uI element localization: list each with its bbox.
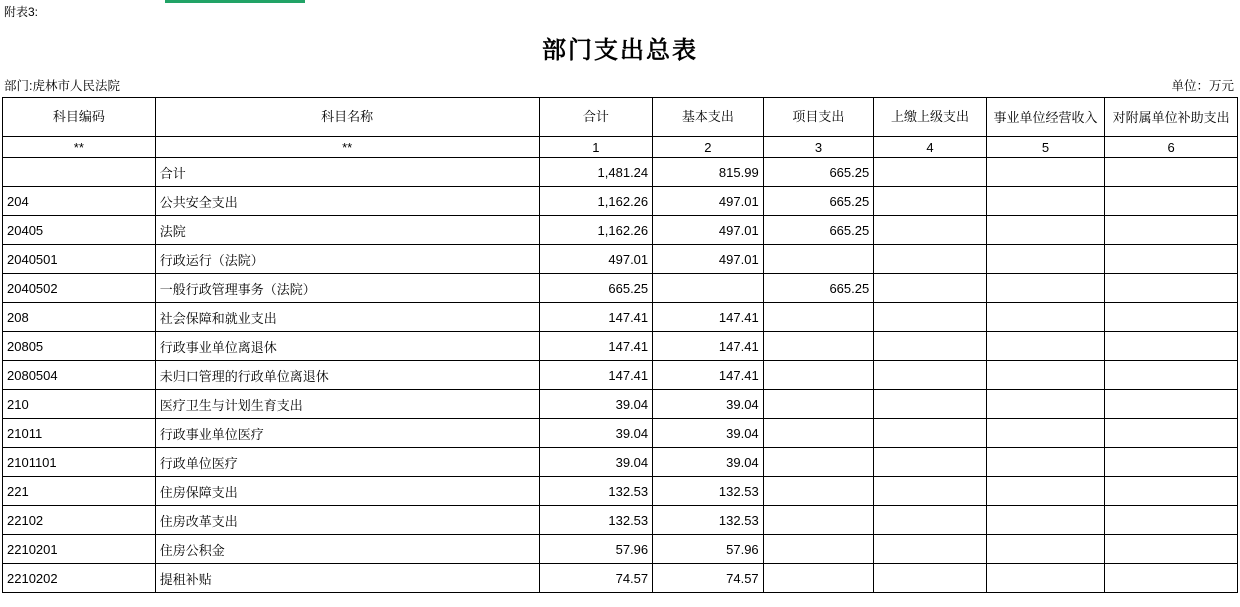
- header-cell-code: 科目编码: [3, 98, 156, 137]
- cell-subject-code: 20405: [3, 216, 156, 245]
- cell-subject-code: 2210201: [3, 535, 156, 564]
- cell-project-expenditure: [763, 419, 874, 448]
- cell-subsidy-expenditure: [1105, 448, 1238, 477]
- cell-basic-expenditure: 497.01: [653, 245, 764, 274]
- cell-business-income: [986, 506, 1105, 535]
- cell-total: 665.25: [539, 274, 653, 303]
- cell-upper-level-expenditure: [874, 535, 987, 564]
- cell-business-income: [986, 332, 1105, 361]
- cell-subsidy-expenditure: [1105, 187, 1238, 216]
- cell-upper-level-expenditure: [874, 332, 987, 361]
- cell-upper-level-expenditure: [874, 419, 987, 448]
- cell-basic-expenditure: 39.04: [653, 390, 764, 419]
- cell-subject-code: 204: [3, 187, 156, 216]
- cell-total: 39.04: [539, 390, 653, 419]
- cell-upper-level-expenditure: [874, 245, 987, 274]
- colnum-name: **: [155, 137, 539, 158]
- header-cell-name: 科目名称: [155, 98, 539, 137]
- cell-project-expenditure: [763, 477, 874, 506]
- header-cell-upper: 上缴上级支出: [874, 98, 987, 137]
- department-label: 部门:虎林市人民法院: [4, 79, 120, 93]
- cell-project-expenditure: 665.25: [763, 216, 874, 245]
- cell-total: 74.57: [539, 564, 653, 593]
- cell-business-income: [986, 187, 1105, 216]
- table-row: [3, 361, 1238, 390]
- table-row: [3, 216, 1238, 245]
- cell-business-income: [986, 535, 1105, 564]
- colnum-project: 3: [763, 137, 874, 158]
- cell-project-expenditure: [763, 332, 874, 361]
- colnum-total: 1: [539, 137, 653, 158]
- cell-upper-level-expenditure: [874, 303, 987, 332]
- cell-total: 39.04: [539, 448, 653, 477]
- cell-upper-level-expenditure: [874, 361, 987, 390]
- cell-basic-expenditure: 147.41: [653, 303, 764, 332]
- table-row: [3, 332, 1238, 361]
- cell-subject-name: 医疗卫生与计划生育支出: [155, 390, 539, 419]
- cell-basic-expenditure: 497.01: [653, 187, 764, 216]
- cell-total: 147.41: [539, 332, 653, 361]
- cell-business-income: [986, 158, 1105, 187]
- cell-total: 497.01: [539, 245, 653, 274]
- cell-subject-name: 合计: [155, 158, 539, 187]
- cell-business-income: [986, 216, 1105, 245]
- cell-business-income: [986, 477, 1105, 506]
- header-cell-total: 合计: [539, 98, 653, 137]
- cell-subject-name: 住房公积金: [155, 535, 539, 564]
- cell-total: 1,481.24: [539, 158, 653, 187]
- table-row: [3, 274, 1238, 303]
- table-row: [3, 158, 1238, 187]
- cell-upper-level-expenditure: [874, 564, 987, 593]
- cell-subject-code: 2101101: [3, 448, 156, 477]
- cell-basic-expenditure: 74.57: [653, 564, 764, 593]
- cell-subsidy-expenditure: [1105, 245, 1238, 274]
- cell-total: 1,162.26: [539, 187, 653, 216]
- expenditure-table: [2, 97, 1238, 593]
- cell-project-expenditure: [763, 245, 874, 274]
- cell-basic-expenditure: 132.53: [653, 477, 764, 506]
- cell-project-expenditure: 665.25: [763, 158, 874, 187]
- cell-subsidy-expenditure: [1105, 303, 1238, 332]
- cell-upper-level-expenditure: [874, 187, 987, 216]
- cell-subject-code: 22102: [3, 506, 156, 535]
- cell-subsidy-expenditure: [1105, 390, 1238, 419]
- cell-upper-level-expenditure: [874, 158, 987, 187]
- cell-business-income: [986, 448, 1105, 477]
- table-row: [3, 303, 1238, 332]
- cell-subsidy-expenditure: [1105, 216, 1238, 245]
- table-row: [3, 448, 1238, 477]
- cell-subject-code: 208: [3, 303, 156, 332]
- cell-business-income: [986, 303, 1105, 332]
- cell-project-expenditure: [763, 390, 874, 419]
- cell-business-income: [986, 274, 1105, 303]
- cell-subject-code: 2040502: [3, 274, 156, 303]
- cell-subject-name: 行政单位医疗: [155, 448, 539, 477]
- cell-basic-expenditure: 39.04: [653, 448, 764, 477]
- cell-subject-code: 221: [3, 477, 156, 506]
- cell-project-expenditure: 665.25: [763, 274, 874, 303]
- cell-total: 39.04: [539, 419, 653, 448]
- cell-project-expenditure: [763, 448, 874, 477]
- header-cell-basic: 基本支出: [653, 98, 764, 137]
- cell-upper-level-expenditure: [874, 448, 987, 477]
- cell-total: 147.41: [539, 361, 653, 390]
- colnum-basic: 2: [653, 137, 764, 158]
- cell-total: 132.53: [539, 506, 653, 535]
- cell-basic-expenditure: 132.53: [653, 506, 764, 535]
- cell-subject-code: [3, 158, 156, 187]
- cell-basic-expenditure: 815.99: [653, 158, 764, 187]
- colnum-upper: 4: [874, 137, 987, 158]
- cell-subject-code: 210: [3, 390, 156, 419]
- colnum-business-income: 5: [986, 137, 1105, 158]
- cell-project-expenditure: 665.25: [763, 187, 874, 216]
- cell-basic-expenditure: [653, 274, 764, 303]
- cell-basic-expenditure: 147.41: [653, 361, 764, 390]
- cell-subject-name: 住房改革支出: [155, 506, 539, 535]
- cell-subsidy-expenditure: [1105, 419, 1238, 448]
- cell-subject-code: 2080504: [3, 361, 156, 390]
- cell-subject-name: 法院: [155, 216, 539, 245]
- cell-upper-level-expenditure: [874, 506, 987, 535]
- cell-upper-level-expenditure: [874, 477, 987, 506]
- cell-subject-code: 21011: [3, 419, 156, 448]
- cell-basic-expenditure: 39.04: [653, 419, 764, 448]
- table-row: [3, 390, 1238, 419]
- cell-subsidy-expenditure: [1105, 477, 1238, 506]
- attachment-label: 附表3:: [4, 5, 39, 19]
- cell-project-expenditure: [763, 361, 874, 390]
- cell-subsidy-expenditure: [1105, 274, 1238, 303]
- table-header-row: [3, 98, 1238, 137]
- table-row: [3, 564, 1238, 593]
- cell-business-income: [986, 564, 1105, 593]
- cell-subsidy-expenditure: [1105, 564, 1238, 593]
- table-row: [3, 419, 1238, 448]
- cell-total: 132.53: [539, 477, 653, 506]
- cell-subject-code: 2210202: [3, 564, 156, 593]
- cell-basic-expenditure: 147.41: [653, 332, 764, 361]
- cell-basic-expenditure: 497.01: [653, 216, 764, 245]
- table-row: [3, 506, 1238, 535]
- meta-row: [0, 76, 1240, 94]
- cell-subsidy-expenditure: [1105, 332, 1238, 361]
- header-cell-subsidy: 对附属单位补助支出: [1105, 98, 1238, 137]
- cell-business-income: [986, 361, 1105, 390]
- table-body: [3, 158, 1238, 593]
- cell-subject-name: 提租补贴: [155, 564, 539, 593]
- cell-subject-code: 20805: [3, 332, 156, 361]
- cell-subject-name: 行政运行（法院）: [155, 245, 539, 274]
- cell-total: 1,162.26: [539, 216, 653, 245]
- cell-subsidy-expenditure: [1105, 158, 1238, 187]
- table-row: [3, 535, 1238, 564]
- colnum-code: **: [3, 137, 156, 158]
- cell-subject-name: 一般行政管理事务（法院）: [155, 274, 539, 303]
- cell-upper-level-expenditure: [874, 274, 987, 303]
- cell-upper-level-expenditure: [874, 390, 987, 419]
- cell-total: 147.41: [539, 303, 653, 332]
- cell-subject-code: 2040501: [3, 245, 156, 274]
- cell-project-expenditure: [763, 506, 874, 535]
- cell-subsidy-expenditure: [1105, 361, 1238, 390]
- cell-business-income: [986, 419, 1105, 448]
- cell-subject-name: 行政事业单位离退休: [155, 332, 539, 361]
- cell-subject-name: 公共安全支出: [155, 187, 539, 216]
- cell-subject-name: 住房保障支出: [155, 477, 539, 506]
- header-cell-project: 项目支出: [763, 98, 874, 137]
- cell-total: 57.96: [539, 535, 653, 564]
- green-accent-rule: [165, 0, 305, 3]
- cell-subsidy-expenditure: [1105, 535, 1238, 564]
- cell-subject-name: 未归口管理的行政单位离退休: [155, 361, 539, 390]
- cell-project-expenditure: [763, 564, 874, 593]
- cell-subject-name: 社会保障和就业支出: [155, 303, 539, 332]
- cell-upper-level-expenditure: [874, 216, 987, 245]
- cell-business-income: [986, 245, 1105, 274]
- cell-project-expenditure: [763, 535, 874, 564]
- cell-project-expenditure: [763, 303, 874, 332]
- column-number-row: [3, 137, 1238, 158]
- cell-subsidy-expenditure: [1105, 506, 1238, 535]
- page-title: 部门支出总表: [542, 37, 698, 64]
- unit-label: 单位：万元: [1171, 79, 1234, 93]
- cell-subject-name: 行政事业单位医疗: [155, 419, 539, 448]
- header-cell-business-income: 事业单位经营收入: [986, 98, 1105, 137]
- table-row: [3, 477, 1238, 506]
- table-row: [3, 245, 1238, 274]
- cell-business-income: [986, 390, 1105, 419]
- cell-basic-expenditure: 57.96: [653, 535, 764, 564]
- colnum-subsidy: 6: [1105, 137, 1238, 158]
- table-row: [3, 187, 1238, 216]
